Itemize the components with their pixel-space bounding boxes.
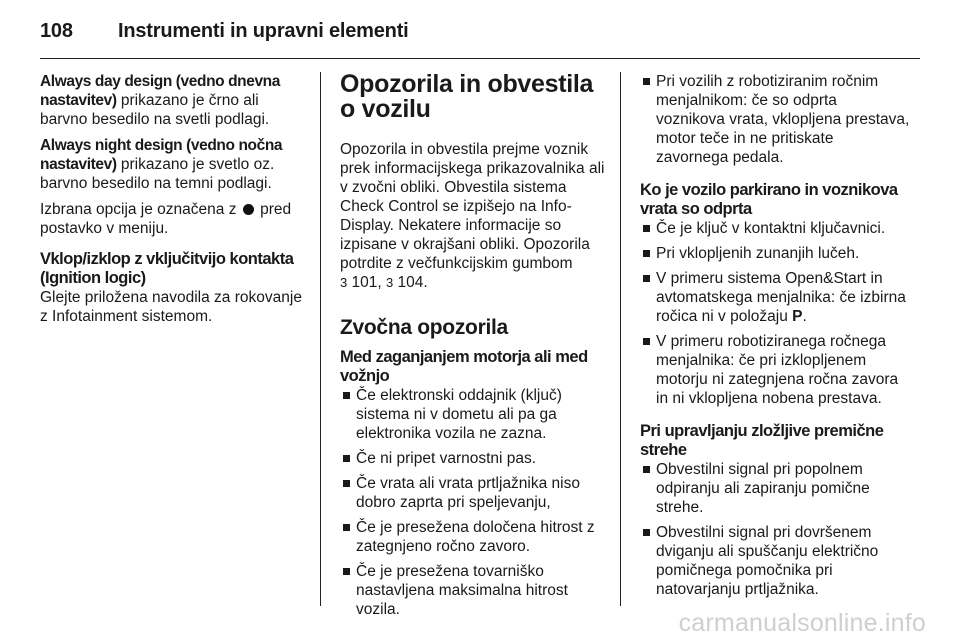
column-right	[640, 72, 910, 605]
paragraph-day-design: Always day design (vedno dnevna nastavitev) prikazano je črno ali barvno besedilo na svetli podlagi.	[40, 73, 280, 128]
filled-dot-icon	[243, 204, 254, 215]
page-reference: 101,	[347, 274, 387, 291]
paragraph-intro: Opozorila in obvestila prejme voznik prek informacijskega prikazovalnika ali v zvočni obliki. Obvestila sistema Check Control se izpišejo na Info-Display. Nekatere informacije so izpisane v okrajšani obliki. Opozorila potrdite z večfunkcijskim gumbom 3 101, 3 104.	[340, 141, 605, 291]
term-day-design: Always day design (vedno dnevna nastavitev)	[40, 73, 280, 109]
list-item: Obvestilni signal pri dovršenem dviganju ali spuščanju električno pomičnega pomočnika pri natovarjanju prtljažnika.	[640, 523, 910, 599]
subheading-ignition-logic: Vklop/izklop z vključitvijo kontakta (Ignition logic)	[40, 250, 294, 287]
gear-position-p: P	[792, 308, 803, 325]
subheading-engine-start: Med zaganjanjem motorja ali med vožnjo	[340, 348, 588, 385]
column-divider	[620, 72, 621, 606]
warning-list-top	[640, 72, 910, 167]
list-item: Obvestilni signal pri popolnem odpiranju ali zapiranju pomične strehe.	[640, 460, 910, 517]
warning-list-roof	[640, 460, 910, 599]
section-title: Opozorila in obvestila o vozilu	[340, 70, 594, 123]
warning-list-parked	[640, 219, 910, 408]
section-heading-acoustic: Zvočna opozorila	[340, 316, 508, 339]
list-item: Če je presežena tovarniško nastavljena maksimalna hitrost vozila.	[340, 562, 606, 619]
header-rule	[40, 58, 920, 59]
page-number: 108	[40, 19, 73, 42]
page-header	[40, 14, 920, 48]
page-reference-arrow-icon: 3	[340, 275, 348, 290]
list-item: Pri vozilih z robotiziranim ročnim menjalnikom: če so odprta voznikova vrata, vklopljena prestava, motor teče in ne pritiskate zavornega pedala.	[640, 72, 910, 167]
list-item: Če ni pripet varnostni pas.	[340, 449, 606, 468]
list-item: V primeru sistema Open&Start in avtomatskega menjalnika: če izbirna ročica ni v položaju P.	[640, 269, 910, 326]
subheading-parked: Ko je vozilo parkirano in voznikova vrata so odprta	[640, 181, 898, 218]
paragraph-selected-option: Izbrana opcija je označena z pred postavko v meniju.	[40, 201, 292, 237]
list-item: Če vrata ali vrata prtljažnika niso dobro zaprta pri speljevanju,	[340, 474, 606, 512]
page-reference-arrow-icon: 3	[386, 275, 394, 290]
chapter-title: Instrumenti in upravni elementi	[118, 19, 409, 42]
list-item: V primeru robotiziranega ročnega menjalnika: če pri izklopljenem motorju ni zategnjena ročna zavora in ni vklopljena nobena prestava.	[640, 332, 910, 408]
column-divider	[320, 72, 321, 606]
term-night-design: Always night design (vedno nočna nastavitev)	[40, 137, 283, 173]
list-item: Če je ključ v kontaktni ključavnici.	[640, 219, 910, 238]
warning-list	[340, 386, 606, 619]
paragraph-night-design: Always night design (vedno nočna nastavitev) prikazano je svetlo oz. barvno besedilo na temni podlagi.	[40, 137, 283, 192]
column-left	[40, 72, 302, 333]
page-reference: 104.	[393, 274, 428, 291]
watermark: carmanualsonline.info	[678, 609, 926, 637]
column-middle	[340, 72, 606, 625]
list-item: Če elektronski oddajnik (ključ) sistema ni v dometu ali pa ga elektronika vozila ne zazna.	[340, 386, 606, 443]
subheading-roof: Pri upravljanju zložljive premične strehe	[640, 422, 884, 459]
paragraph-infotainment: Glejte priložena navodila za rokovanje z Infotainment sistemom.	[40, 289, 302, 325]
list-item: Pri vklopljenih zunanjih lučeh.	[640, 244, 910, 263]
list-item: Če je presežena določena hitrost z zategnjeno ročno zavoro.	[340, 518, 606, 556]
